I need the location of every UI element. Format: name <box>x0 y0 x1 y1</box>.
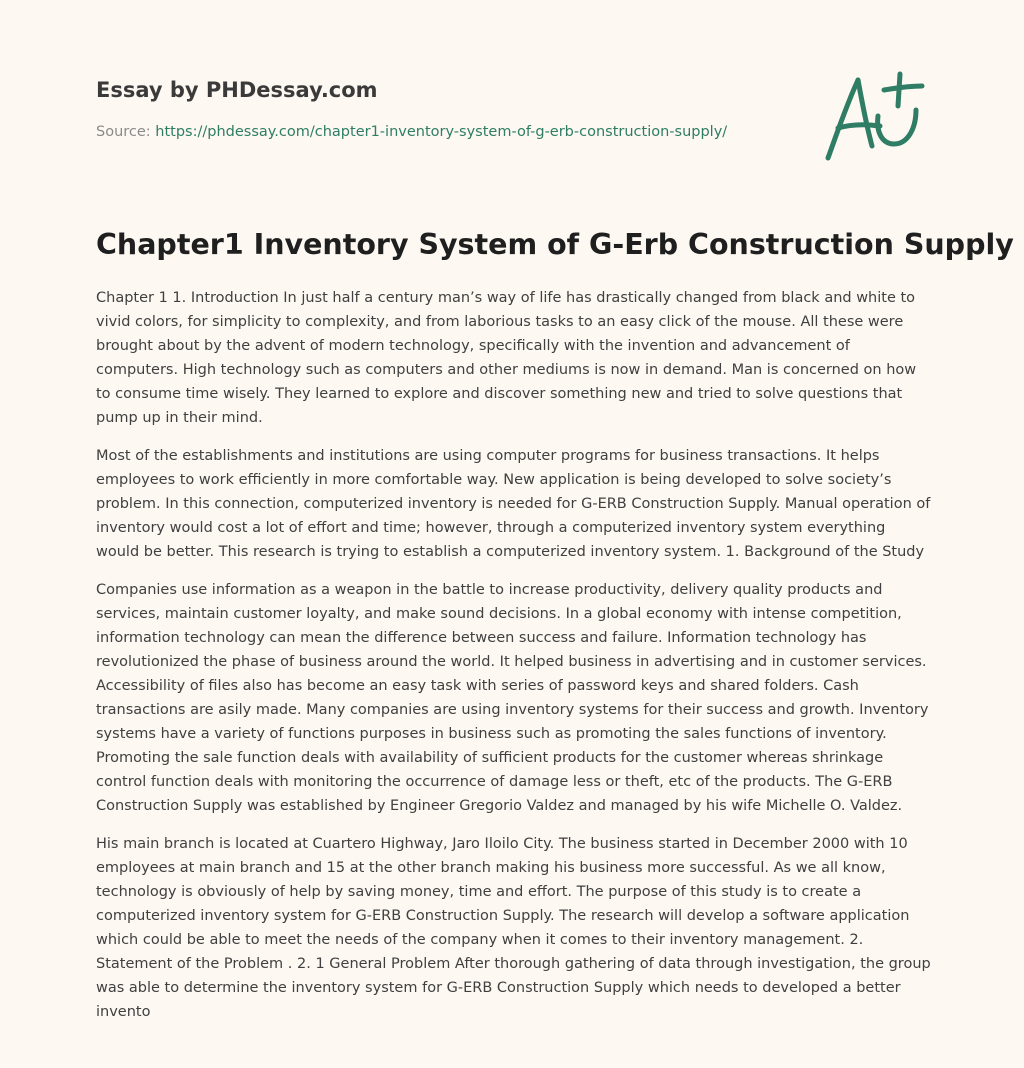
site-header <box>96 74 796 142</box>
essay-paragraph: Most of the establishments and institutions are using computer programs for business transactions. It helps employees to work efficiently in more comfortable way. New application is being developed to solve society’s problem. In this connection, computerized inventory is needed for G-ERB Construction Supply. Manual operation of inventory would cost a lot of effort and time; however, through a computerized inventory system everything would be better. This research is trying to establish a computerized inventory system. 1. Background of the Study <box>96 448 931 560</box>
source-line <box>96 122 796 142</box>
essay-paragraph: His main branch is located at Cuartero Highway, Jaro Iloilo City. The business started in December 2000 with 10 employees at main branch and 15 at the other branch making his business more successful. As we all know, technology is obviously of help by saving money, time and effort. The purpose of this study is to create a computerized inventory system for G-ERB Construction Supply. The research will develop a software application which could be able to meet the needs of the company when it comes to their inventory management. 2. Statement of the Problem . 2. 1 General Problem After thorough gathering of data through investigation, the group was able to determine the inventory system for G-ERB Construction Supply which needs to developed a better invento <box>96 836 931 1020</box>
site-title: Essay by PHDessay.com <box>96 78 378 102</box>
essay-paragraph: Companies use information as a weapon in the battle to increase productivity, delivery quality products and services, maintain customer loyalty, and make sound decisions. In a global economy with intense competition, information technology can mean the difference between success and failure. Information technology has revolutionized the phase of business around the world. It helped business in advertising and in customer services. Accessibility of files also has become an easy task with series of password keys and shared folders. Cash transactions are asily made. Many companies are using inventory systems for their success and growth. Inventory systems have a variety of functions purposes in business such as promoting the sales functions of inventory. Promoting the sale function deals with availability of sufficient products for the customer whereas shrinkage control function deals with monitoring the occurrence of damage less or theft, etc of the products. The G-ERB Construction Supply was established by Engineer Gregorio Valdez and managed by his wife Michelle O. Valdez. <box>96 582 929 814</box>
essay-body <box>96 286 932 1038</box>
source-link[interactable]: https://phdessay.com/chapter1-inventory-system-of-g-erb-construction-supply/ <box>155 124 728 140</box>
a-plus-logo-icon <box>818 66 930 166</box>
source-label: Source: <box>96 124 156 140</box>
essay-title: Chapter1 Inventory System of G-Erb Construction Supply <box>96 228 1014 261</box>
essay-paragraph: Chapter 1 1. Introduction In just half a century man’s way of life has drastically changed from black and white to vivid colors, for simplicity to complexity, and from laborious tasks to an easy click of the mouse. All these were brought about by the advent of modern technology, specifically with the invention and advancement of computers. High technology such as computers and other mediums is now in demand. Man is concerned on how to consume time wisely. They learned to explore and discover something new and tried to solve questions that pump up in their mind. <box>96 290 917 426</box>
